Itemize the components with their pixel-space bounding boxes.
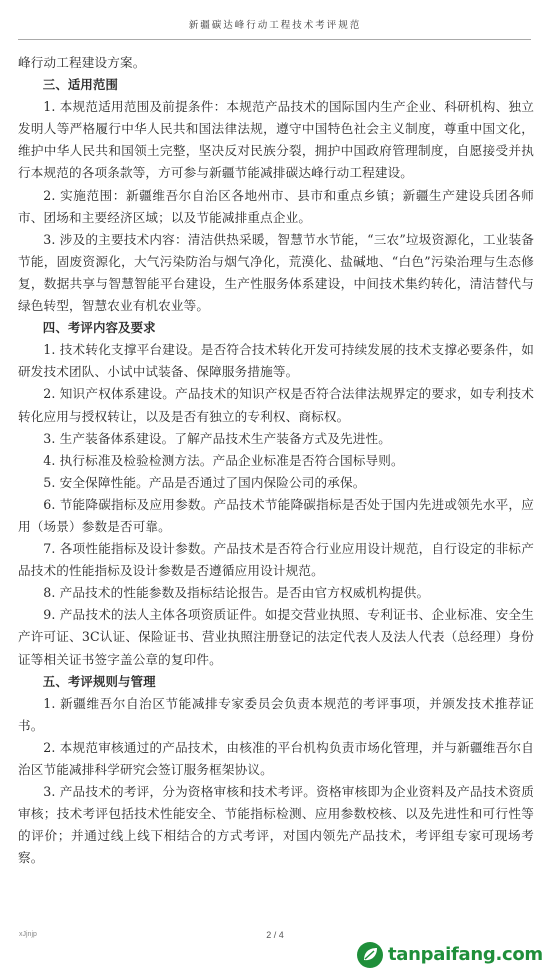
paragraph: 3. 产品技术的考评，分为资格审核和技术考评。资格审核即为企业资料及产品技术资质审核；技术考评包括技术性能安全、节能指标检测、应用参数校核、以及先进性和可行性等的评价；并通过线上线下相结合的方式考评，对国内领先产品技术，考评组专家可现场考察。 (18, 784, 534, 866)
paragraph: 3. 生产装备体系建设。了解产品技术生产装备方式及先进性。 (43, 430, 391, 446)
paragraph: 3. 涉及的主要技术内容：清洁供热采暖，智慧节水节能，“三农”垃圾资源化，工业装备节能，固废资源化，大气污染防治与烟气净化，荒漠化、盐碱地、“白色”污染治理与生态修复，数据共享与智慧智能平台建设，生产性服务体系建设，中间技术集约转化，清洁替代与绿色转型，智慧农业有机农业等。 (18, 231, 534, 314)
document-body (18, 52, 534, 869)
section-heading: 五、考评规则与管理 (42, 673, 156, 689)
header-divider (18, 39, 531, 40)
paragraph: 6. 节能降碳指标及应用参数。产品技术节能降碳指标是否处于国内先进或领先水平，应用（场景）参数是否可靠。 (18, 496, 534, 534)
paragraph: 1. 本规范适用范围及前提条件：本规范产品技术的国际国内生产企业、科研机构、独立发明人等严格履行中华人民共和国法律法规，遵守中国特色社会主义制度，尊重中国文化，维护中华人民共和国领土完整，坚决反对民族分裂，拥护中国政府管理制度，自愿接受并执行本规范的各项条款等，方可参与新疆节能减排碳达峰行动工程建设。 (18, 99, 534, 181)
paragraph: 1. 技术转化支撑平台建设。是否符合技术转化开发可持续发展的技术支撑必要条件，如研发技术团队、小试中试装备、保障服务措施等。 (18, 342, 534, 380)
paragraph: 2. 知识产权体系建设。产品技术的知识产权是否符合法律法规界定的要求，如专利技术转化应用与授权转让，以及是否有独立的专利权、商标权。 (18, 386, 534, 424)
watermark-text: tanpaifang.com (388, 944, 543, 965)
paragraph: 4. 执行标准及检验检测方法。产品企业标准是否符合国标导则。 (43, 452, 404, 468)
section-heading: 三、适用范围 (42, 77, 119, 93)
footer-mark: xJjnjp (19, 931, 37, 938)
paragraph: 5. 安全保障性能。产品是否通过了国内保险公司的承保。 (43, 474, 366, 490)
paragraph: 9. 产品技术的法人主体各项资质证件。如提交营业执照、专利证书、企业标准、安全生产许可证、3C认证、保险证书、营业执照注册登记的法定代表人及法人代表（总经理）身份证等相关证书签字盖公章的复印件。 (18, 607, 534, 667)
page-header-title: 新疆碳达峰行动工程技术考评规范 (188, 20, 362, 31)
page-number: 2 / 4 (266, 930, 284, 940)
section-heading: 四、考评内容及要求 (42, 320, 156, 336)
site-watermark (356, 938, 546, 972)
paragraph: 2. 实施范围：新疆维吾尔自治区各地州市、县市和重点乡镇；新疆生产建设兵团各师市、团场和主要经济区域；以及节能减排重点企业。 (18, 187, 534, 225)
paragraph: 峰行动工程建设方案。 (18, 55, 146, 70)
paragraph: 1. 新疆维吾尔自治区节能减排专家委员会负责本规范的考评事项，并颁发技术推荐证书。 (18, 695, 534, 733)
paragraph: 8. 产品技术的性能参数及指标结论报告。是否由官方权威机构提供。 (43, 585, 430, 601)
leaf-logo-icon (356, 941, 384, 969)
paragraph: 7. 各项性能指标及设计参数。产品技术是否符合行业应用设计规范，自行设定的非标产品技术的性能指标及设计参数是否遵循应用设计规范。 (18, 541, 534, 579)
paragraph: 2. 本规范审核通过的产品技术，由核准的平台机构负责市场化管理，并与新疆维吾尔自治区节能减排科学研究会签订服务框架协议。 (18, 739, 534, 777)
